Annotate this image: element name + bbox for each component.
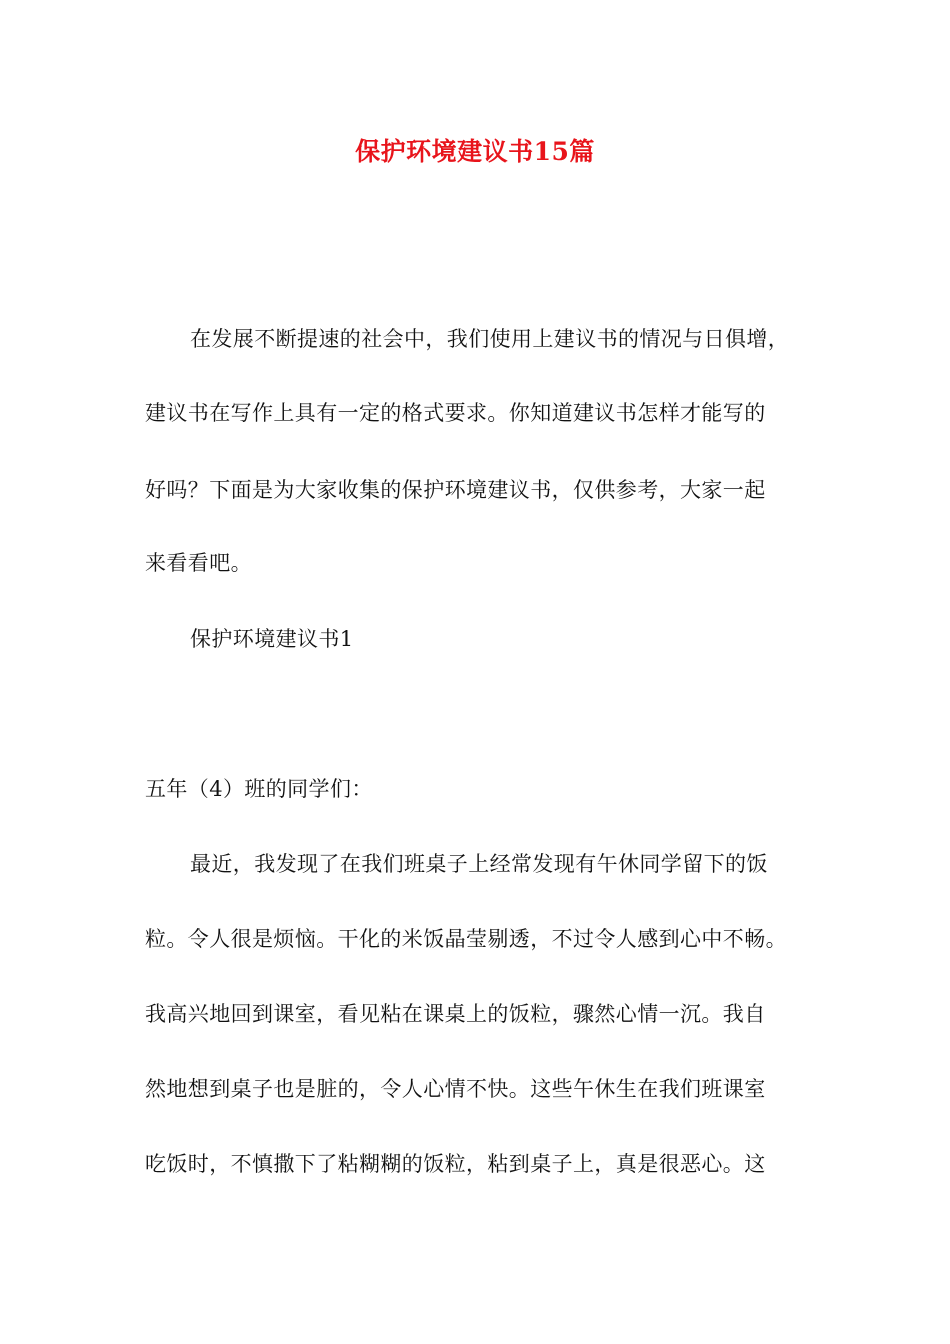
body-line-5: 吃饭时，不慎撒下了粘糊糊的饭粒，粘到桌子上，真是很恶心。这	[145, 1152, 766, 1176]
section-heading: 保护环境建议书1	[190, 627, 354, 651]
intro-line-1: 在发展不断提速的社会中，我们使用上建议书的情况与日俱增，	[190, 327, 790, 351]
body-line-1: 最近，我发现了在我们班桌子上经常发现有午休同学留下的饭	[190, 852, 768, 876]
intro-line-2: 建议书在写作上具有一定的格式要求。你知道建议书怎样才能写的	[145, 401, 766, 425]
salutation: 五年（4）班的同学们：	[145, 777, 373, 801]
intro-line-3: 好吗？下面是为大家收集的保护环境建议书，仅供参考，大家一起	[145, 478, 766, 502]
document-title: 保护环境建议书15篇	[355, 137, 595, 166]
body-line-2: 粒。令人很是烦恼。干化的米饭晶莹剔透，不过令人感到心中不畅。	[145, 927, 787, 951]
body-line-4: 然地想到桌子也是脏的，令人心情不快。这些午休生在我们班课室	[145, 1077, 766, 1101]
intro-line-4: 来看看吧。	[145, 551, 252, 575]
body-line-3: 我高兴地回到课室，看见粘在课桌上的饭粒，骤然心情一沉。我自	[145, 1002, 766, 1026]
